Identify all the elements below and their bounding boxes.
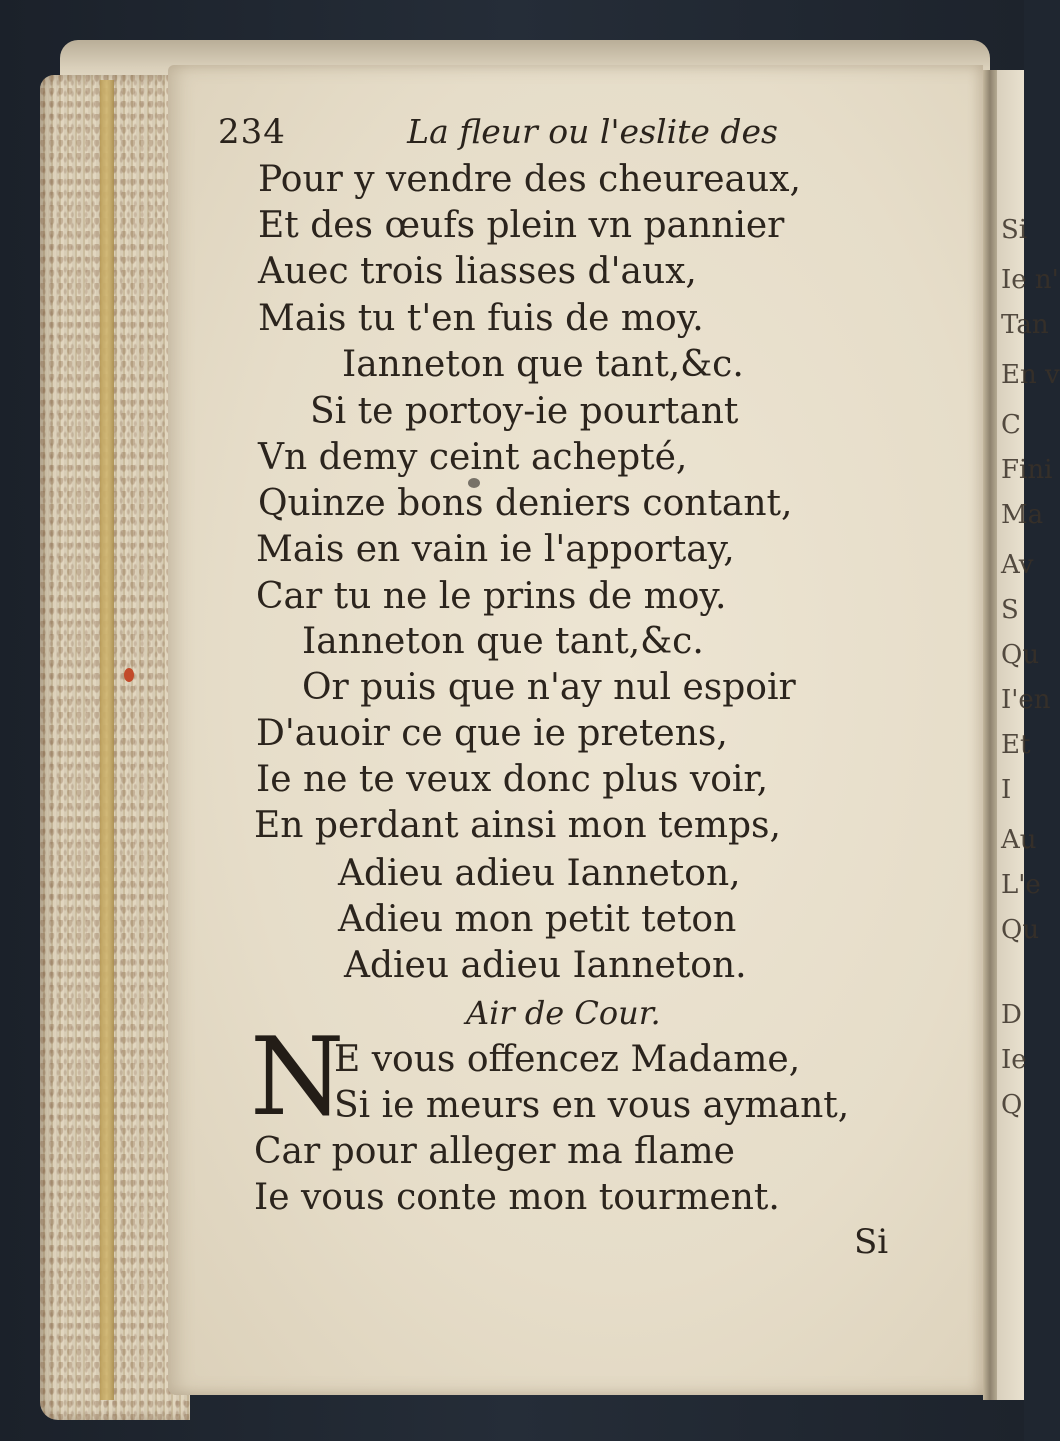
running-head: La fleur ou l'eslite des: [407, 112, 778, 151]
facing-page-fragment: Ie n': [1001, 265, 1059, 295]
facing-page-fragment: Q: [1001, 1090, 1023, 1120]
verse-line: Mais en vain ie l'apportay,: [256, 529, 735, 570]
drop-cap: N: [250, 1015, 345, 1140]
verse-line: Si te portoy-ie pourtant: [310, 391, 739, 432]
verse-line: Car tu ne le prins de moy.: [256, 576, 727, 617]
verse-line: Si ie meurs en vous aymant,: [334, 1085, 850, 1126]
verse-line: E vous offencez Madame,: [334, 1039, 801, 1080]
catchword: Si: [854, 1222, 889, 1262]
verse-line: D'auoir ce que ie pretens,: [256, 713, 728, 754]
verse-line: Car pour alleger ma flame: [254, 1131, 735, 1172]
verse-line: Adieu mon petit teton: [338, 899, 737, 940]
verse-line: Vn demy ceint achepté,: [258, 437, 688, 478]
facing-page-fragment: C: [1001, 410, 1021, 440]
facing-page-fragment: I: [1001, 775, 1012, 805]
gutter: [983, 70, 997, 1400]
facing-page-fragment: Et: [1001, 730, 1031, 760]
facing-page-fragment: Tan: [1001, 310, 1049, 340]
facing-page-fragment: Fini: [1001, 455, 1053, 485]
facing-page-fragment: Av: [1001, 550, 1034, 580]
verse-line: Ianneton que tant,&c.: [342, 344, 744, 385]
facing-page-fragment: Ie: [1001, 1045, 1027, 1075]
facing-page-fragment: Au: [1001, 825, 1037, 855]
verse-line: Adieu adieu Ianneton.: [344, 945, 747, 986]
verse-line: Ie vous conte mon tourment.: [254, 1177, 780, 1218]
verse-line: Mais tu t'en fuis de moy.: [258, 298, 704, 339]
verse-line: Ie ne te veux donc plus voir,: [256, 759, 769, 800]
facing-page-fragment: D: [1001, 1000, 1022, 1030]
verse-line: Pour y vendre des cheureaux,: [258, 159, 801, 200]
facing-page-fragment: Qu: [1001, 640, 1040, 670]
verse-line: Et des œufs plein vn pannier: [258, 205, 785, 246]
page-number: 234: [218, 112, 286, 152]
facing-page-fragment: Ma: [1001, 500, 1044, 530]
section-title: Air de Cour.: [466, 994, 661, 1032]
facing-page-edge: [997, 70, 1060, 1400]
facing-page-fragment: Qu: [1001, 915, 1040, 945]
verse-line: En perdant ainsi mon temps,: [254, 805, 781, 846]
facing-page-fragment: S: [1001, 595, 1019, 625]
facing-page-fragment: L'e: [1001, 870, 1041, 900]
verse-line: Or puis que n'ay nul espoir: [302, 667, 796, 708]
page-header: [218, 112, 778, 156]
red-mark: [124, 668, 134, 682]
verse-line: Quinze bons deniers contant,: [258, 483, 793, 524]
facing-page-fragment: I'en: [1001, 685, 1051, 715]
facing-page-fragment: Si: [1001, 215, 1028, 245]
verse-line: Adieu adieu Ianneton,: [338, 853, 741, 894]
binding-strip: [100, 80, 114, 1400]
verse-line: Auec trois liasses d'aux,: [258, 251, 697, 292]
verse-line: Ianneton que tant,&c.: [302, 621, 704, 662]
facing-page-fragment: En v: [1001, 360, 1060, 390]
